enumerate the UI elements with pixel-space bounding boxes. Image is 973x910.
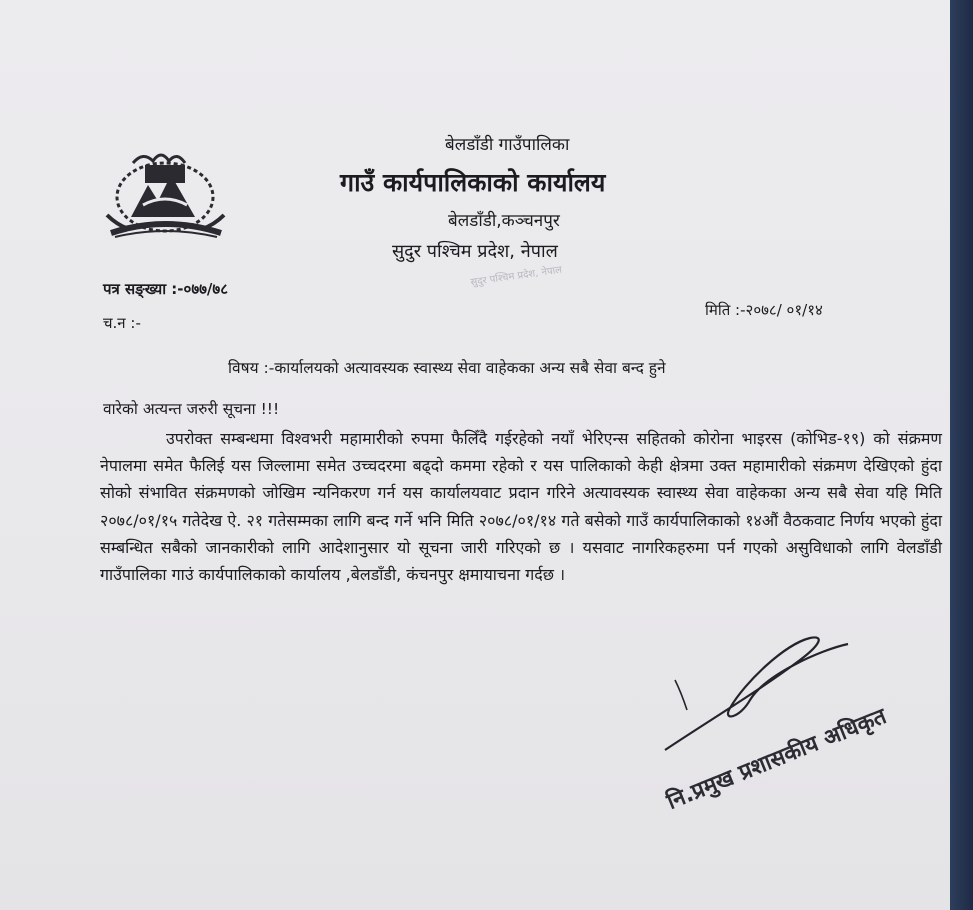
signatory-title: नि.प्रमुख प्रशासकीय अधिकृत bbox=[663, 703, 890, 815]
office-name: बेलडाँडी गाउँपालिका bbox=[445, 135, 570, 155]
letter-number: पत्र सङ्ख्या :-०७७/७८ bbox=[103, 280, 229, 298]
reference-number: च.न :- bbox=[103, 314, 141, 332]
letter-date: मिति :-२०७८/ ०१/१४ bbox=[705, 301, 823, 319]
notice-body: उपरोक्त सम्बन्धमा विश्वभरी महामारीको रुपमा फैलिँदै गईरहेको नयाँ भेरिएन्स सहितको कोरोना भाइरस (कोभिड-१९) को संक्रमण नेपालमा समेत फैलिई यस जिल्लामा समेत उच्चदरमा बढ्दो कममा रहेको र यस पालिकाको केही क्षेत्रमा उक्त महामारीको संक्रमण देखिएको हुंदा सोको संभावित संक्रमणको जोखिम न्यनिकरण गर्न यस कार्यालयवाट प्रदान गरिने अत्यावस्यक स्वास्थ्य सेवा वाहेकका अन्य सबै सेवा यहि मिति २०७८/०१/१५ गतेदेख ऐ. २१ गतेसम्मका लागि बन्द गर्ने भनि मिति २०७८/०१/१४ गते बसेको गाउँ कार्यपालिकाको १४औं वैठकवाट निर्णय भएको हुंदा सम्बन्धित सबैको जानकारीको लागि आदेशानुसार यो सूचना जारी गरिएको छ । यसवाट नागरिकहरुमा पर्न गएको असुविधाको लागि वेलडाँडी गाउँपालिका गाउं कार्यपालिकाको कार्यालय ,बेलडाँडी, कंचनपुर क्षमायाचना गर्दछ । bbox=[100, 429, 942, 585]
subject-line-2: वारेको अत्यन्त जरुरी सूचना !!! bbox=[103, 400, 280, 418]
office-address: बेलडाँडी,कञ्चनपुर bbox=[448, 211, 560, 231]
nepal-emblem-icon bbox=[103, 145, 228, 245]
office-stamp: सुदुर पश्चिम प्रदेश, नेपाल bbox=[469, 264, 563, 289]
subject-line-1: विषय :-कार्यालयको अत्यावस्यक स्वास्थ्य सेवा वाहेकका अन्य सबै सेवा बन्द हुने bbox=[228, 359, 666, 377]
background-strip bbox=[950, 0, 973, 910]
office-province: सुदुर पश्चिम प्रदेश, नेपाल bbox=[392, 241, 558, 262]
office-title: गाउँ कार्यपालिकाको कार्यालय bbox=[340, 168, 606, 197]
